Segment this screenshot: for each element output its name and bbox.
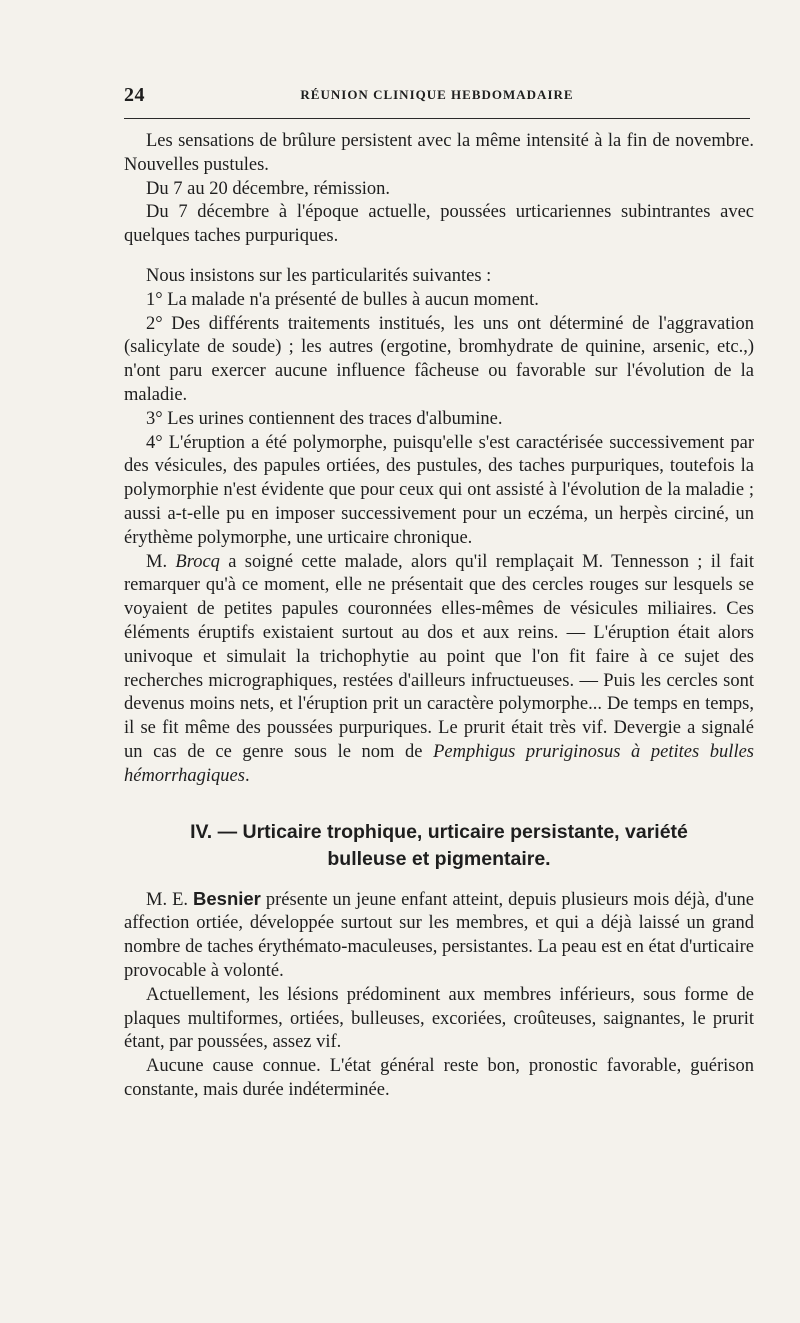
author-name-brocq: Brocq — [175, 551, 220, 572]
page-number: 24 — [124, 84, 145, 106]
section-heading-line: IV. — Urticaire trophique, urticaire persistante, variété — [190, 820, 688, 843]
text-run: M. E. — [146, 889, 194, 910]
text-run: a soigné cette malade, alors qu'il remplaçait M. Tennesson ; il fait remarquer qu'à ce moment, elle ne présentait que des cercles rouges sur lesquels se voyaient de petites papules couronnées elles-mêmes de vésicules miliaires. Ces éléments éruptifs existaient surtout au dos et aux reins. — L'éruption était alors univoque et simulait la trichophytie au point que l'on fit faire à ce sujet des recherches micrographiques, restées d'ailleurs infructueuses. — Puis les cercles sont devenus moins nets, et l'éruption prit un caractère polymorphe... De temps en temps, il se fit même des poussées purpuriques. Le prurit était très vif. Devergie a signalé un cas de ce genre sous le nom de — [124, 551, 755, 762]
paragraph — [124, 551, 754, 789]
paragraph: Les sensations de brûlure persistent avec la même intensité à la fin de novembre. Nouvelles pustules. — [124, 131, 754, 175]
text-run: M. — [146, 551, 176, 572]
section-heading — [124, 819, 754, 873]
header-rule — [124, 118, 750, 119]
list-item: 4° L'éruption a été polymorphe, puisqu'elle s'est caractérisée successivement par des vésicules, des papules ortiées, des pustules, des taches purpuriques, toutefois la polymorphie n'est évidente que pour ceux qui ont assisté à l'évolution de la maladie ; aussi a-t-elle pu en imposer successivement pour un eczéma, un herpès circiné, un érythème polymorphe, une urticaire chronique. — [124, 432, 754, 548]
body-text — [124, 130, 754, 1103]
text-run: . — [244, 765, 250, 786]
list-item: 1° La malade n'a présenté de bulles à aucun moment. — [146, 289, 539, 310]
paragraph-spacer — [124, 249, 754, 265]
list-item: 2° Des différents traitements institués, les uns ont déterminé de l'aggravation (salicylate de soude) ; les autres (ergotine, bromhydrate de quinine, arsenic, etc.,) n'ont paru exercer aucune influence fâcheuse ou favorable sur l'évolution de la maladie. — [124, 313, 754, 405]
paragraph: Du 7 au 20 décembre, rémission. — [146, 178, 391, 199]
paragraph: Nous insistons sur les particularités suivantes : — [146, 265, 492, 286]
list-item: 3° Les urines contiennent des traces d'albumine. — [146, 408, 503, 429]
text-run: présente un jeune enfant atteint, depuis plusieurs mois déjà, d'une affection ortiée, développée surtout sur les membres, et qui a déjà laissé un grand nombre de taches érythémato-maculeuses, persistantes. La peau est en état d'urticaire provocable à volonté. — [124, 889, 755, 981]
page-header — [124, 84, 750, 106]
paragraph: Du 7 décembre à l'époque actuelle, poussées urticariennes subintrantes avec quelques taches purpuriques. — [124, 202, 754, 247]
italic-disease-name: Pemphigus pruriginosus à petites bulles hémorrhagiques — [124, 741, 754, 786]
paragraph: Aucune cause connue. L'état général reste bon, pronostic favorable, guérison constante, mais durée indéterminée. — [124, 1056, 754, 1100]
section-heading-line: bulleuse et pigmentaire. — [327, 847, 551, 870]
running-head: RÉUNION CLINIQUE HEBDOMADAIRE — [300, 87, 574, 102]
author-name-besnier: Besnier — [193, 887, 261, 909]
paragraph: Actuellement, les lésions prédominent aux membres inférieurs, sous forme de plaques multiformes, ortiées, bulleuses, excoriées, croûteuses, saignantes, le prurit étant, par poussées, assez vif. — [124, 984, 754, 1053]
paragraph — [124, 887, 754, 984]
